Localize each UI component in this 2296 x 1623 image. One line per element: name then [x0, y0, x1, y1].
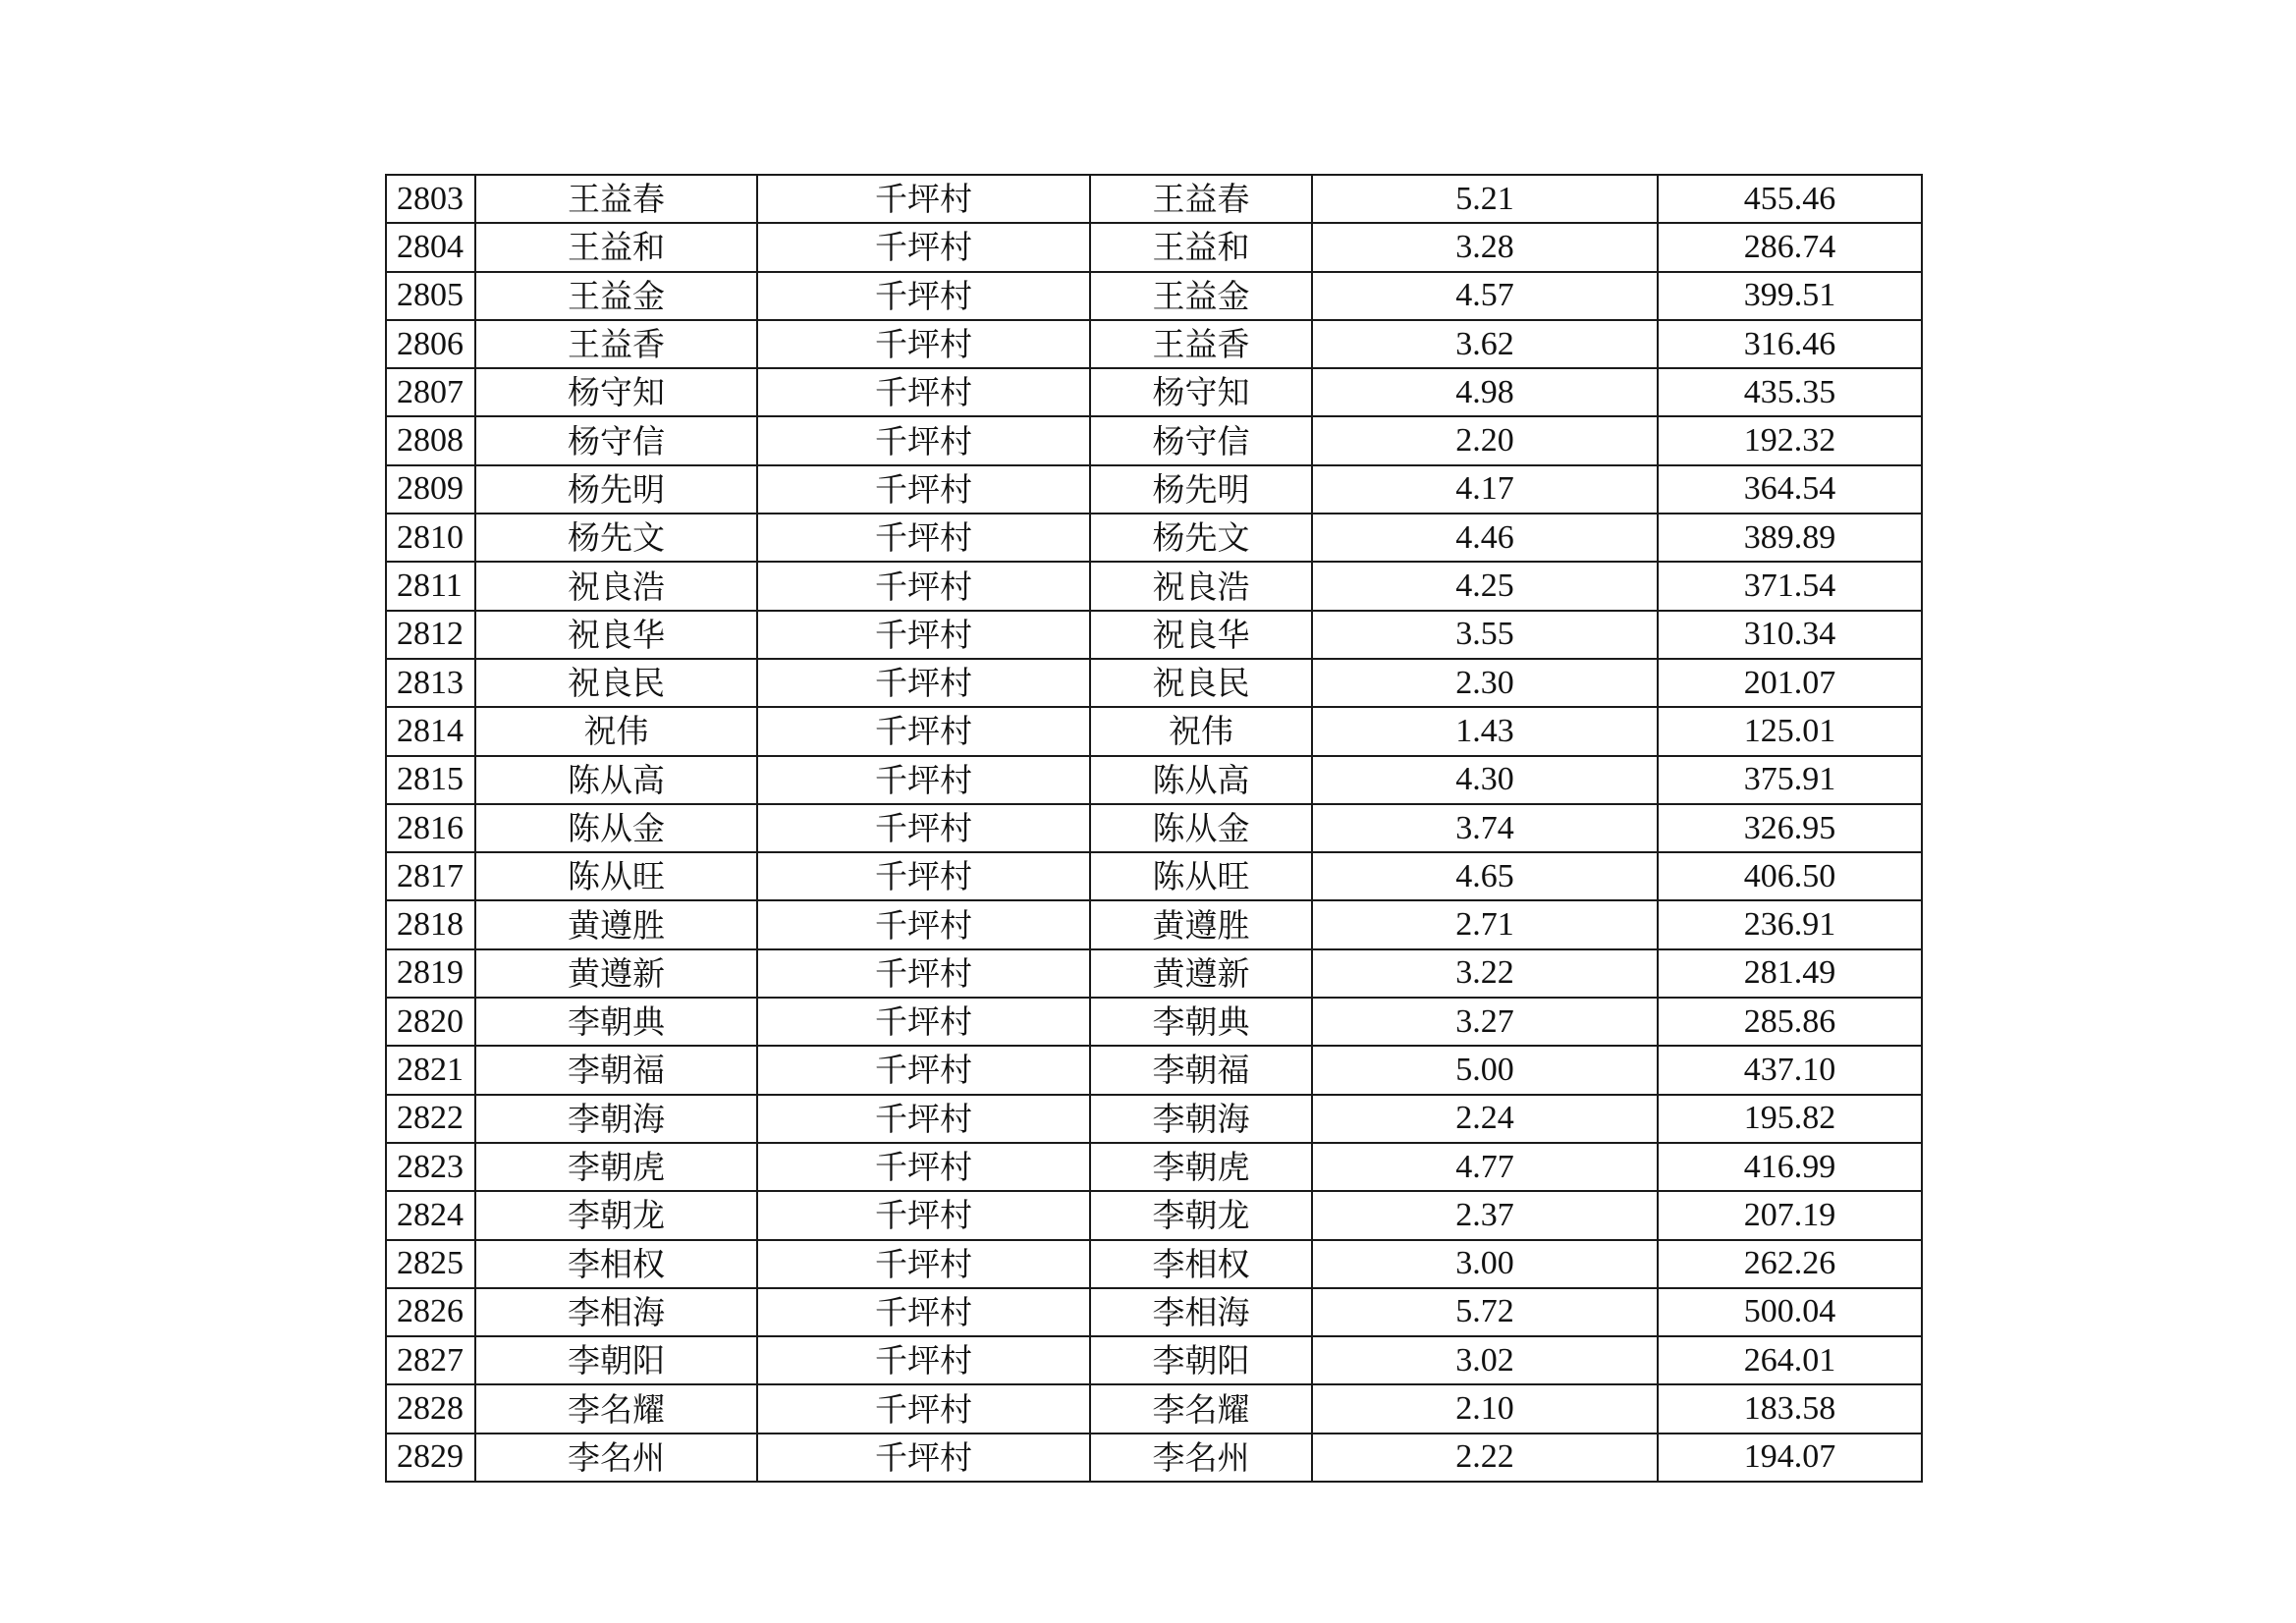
holder-cell: 李名州 — [1090, 1434, 1312, 1482]
area-cell: 1.43 — [1312, 707, 1658, 755]
village-cell: 千坪村 — [757, 514, 1090, 562]
name-cell: 祝良浩 — [475, 562, 757, 610]
village-cell: 千坪村 — [757, 1336, 1090, 1384]
row-number-cell: 2819 — [386, 949, 475, 998]
village-cell: 千坪村 — [757, 320, 1090, 368]
table-row — [386, 562, 1922, 610]
table-row — [386, 1288, 1922, 1336]
village-cell: 千坪村 — [757, 900, 1090, 948]
name-cell: 黄遵胜 — [475, 900, 757, 948]
table-row — [386, 1046, 1922, 1094]
row-number-cell: 2823 — [386, 1143, 475, 1191]
row-number-cell: 2828 — [386, 1384, 475, 1433]
name-cell: 杨守知 — [475, 368, 757, 416]
name-cell: 李名州 — [475, 1434, 757, 1482]
row-number-cell: 2811 — [386, 562, 475, 610]
village-cell: 千坪村 — [757, 804, 1090, 852]
table-row — [386, 1191, 1922, 1239]
row-number-cell: 2803 — [386, 175, 475, 223]
holder-cell: 李朝典 — [1090, 998, 1312, 1046]
row-number-cell: 2810 — [386, 514, 475, 562]
area-cell: 2.71 — [1312, 900, 1658, 948]
name-cell: 祝伟 — [475, 707, 757, 755]
area-cell: 2.30 — [1312, 659, 1658, 707]
holder-cell: 王益香 — [1090, 320, 1312, 368]
name-cell: 杨守信 — [475, 416, 757, 464]
amount-cell: 455.46 — [1658, 175, 1922, 223]
table-row — [386, 465, 1922, 514]
table-row — [386, 175, 1922, 223]
row-number-cell: 2825 — [386, 1240, 475, 1288]
holder-cell: 黄遵新 — [1090, 949, 1312, 998]
area-cell: 4.25 — [1312, 562, 1658, 610]
table-row — [386, 368, 1922, 416]
amount-cell: 192.32 — [1658, 416, 1922, 464]
holder-cell: 李相权 — [1090, 1240, 1312, 1288]
holder-cell: 祝良民 — [1090, 659, 1312, 707]
area-cell: 3.22 — [1312, 949, 1658, 998]
village-cell: 千坪村 — [757, 1240, 1090, 1288]
holder-cell: 李朝虎 — [1090, 1143, 1312, 1191]
table-row — [386, 611, 1922, 659]
area-cell: 3.02 — [1312, 1336, 1658, 1384]
amount-cell: 437.10 — [1658, 1046, 1922, 1094]
amount-cell: 264.01 — [1658, 1336, 1922, 1384]
name-cell: 李朝阳 — [475, 1336, 757, 1384]
amount-cell: 201.07 — [1658, 659, 1922, 707]
row-number-cell: 2821 — [386, 1046, 475, 1094]
table-row — [386, 804, 1922, 852]
name-cell: 李朝典 — [475, 998, 757, 1046]
village-cell: 千坪村 — [757, 998, 1090, 1046]
holder-cell: 祝良浩 — [1090, 562, 1312, 610]
row-number-cell: 2813 — [386, 659, 475, 707]
area-cell: 2.24 — [1312, 1095, 1658, 1143]
holder-cell: 杨先明 — [1090, 465, 1312, 514]
holder-cell: 李相海 — [1090, 1288, 1312, 1336]
name-cell: 李相权 — [475, 1240, 757, 1288]
table-body — [386, 175, 1922, 1482]
table-row — [386, 1143, 1922, 1191]
village-cell: 千坪村 — [757, 611, 1090, 659]
row-number-cell: 2815 — [386, 756, 475, 804]
village-cell: 千坪村 — [757, 1191, 1090, 1239]
row-number-cell: 2812 — [386, 611, 475, 659]
row-number-cell: 2826 — [386, 1288, 475, 1336]
area-cell: 3.28 — [1312, 223, 1658, 271]
village-cell: 千坪村 — [757, 465, 1090, 514]
village-cell: 千坪村 — [757, 1288, 1090, 1336]
village-cell: 千坪村 — [757, 852, 1090, 900]
table-row — [386, 707, 1922, 755]
name-cell: 杨先文 — [475, 514, 757, 562]
area-cell: 3.55 — [1312, 611, 1658, 659]
amount-cell: 399.51 — [1658, 272, 1922, 320]
name-cell: 李朝龙 — [475, 1191, 757, 1239]
amount-cell: 195.82 — [1658, 1095, 1922, 1143]
area-cell: 2.37 — [1312, 1191, 1658, 1239]
amount-cell: 416.99 — [1658, 1143, 1922, 1191]
area-cell: 4.46 — [1312, 514, 1658, 562]
table-row — [386, 1095, 1922, 1143]
name-cell: 黄遵新 — [475, 949, 757, 998]
row-number-cell: 2804 — [386, 223, 475, 271]
village-cell: 千坪村 — [757, 1143, 1090, 1191]
amount-cell: 286.74 — [1658, 223, 1922, 271]
amount-cell: 316.46 — [1658, 320, 1922, 368]
table-row — [386, 416, 1922, 464]
holder-cell: 祝良华 — [1090, 611, 1312, 659]
name-cell: 李朝虎 — [475, 1143, 757, 1191]
amount-cell: 236.91 — [1658, 900, 1922, 948]
table-row — [386, 900, 1922, 948]
row-number-cell: 2829 — [386, 1434, 475, 1482]
area-cell: 4.65 — [1312, 852, 1658, 900]
amount-cell: 406.50 — [1658, 852, 1922, 900]
table-row — [386, 949, 1922, 998]
holder-cell: 王益春 — [1090, 175, 1312, 223]
name-cell: 祝良民 — [475, 659, 757, 707]
area-cell: 5.72 — [1312, 1288, 1658, 1336]
row-number-cell: 2808 — [386, 416, 475, 464]
holder-cell: 杨守信 — [1090, 416, 1312, 464]
name-cell: 陈从金 — [475, 804, 757, 852]
table-row — [386, 659, 1922, 707]
holder-cell: 陈从高 — [1090, 756, 1312, 804]
amount-cell: 262.26 — [1658, 1240, 1922, 1288]
row-number-cell: 2827 — [386, 1336, 475, 1384]
name-cell: 王益春 — [475, 175, 757, 223]
area-cell: 3.62 — [1312, 320, 1658, 368]
row-number-cell: 2809 — [386, 465, 475, 514]
row-number-cell: 2818 — [386, 900, 475, 948]
holder-cell: 李名耀 — [1090, 1384, 1312, 1433]
name-cell: 李名耀 — [475, 1384, 757, 1433]
holder-cell: 陈从旺 — [1090, 852, 1312, 900]
area-cell: 3.74 — [1312, 804, 1658, 852]
amount-cell: 310.34 — [1658, 611, 1922, 659]
holder-cell: 王益和 — [1090, 223, 1312, 271]
amount-cell: 389.89 — [1658, 514, 1922, 562]
area-cell: 4.57 — [1312, 272, 1658, 320]
amount-cell: 281.49 — [1658, 949, 1922, 998]
area-cell: 2.10 — [1312, 1384, 1658, 1433]
row-number-cell: 2817 — [386, 852, 475, 900]
amount-cell: 326.95 — [1658, 804, 1922, 852]
row-number-cell: 2807 — [386, 368, 475, 416]
table-row — [386, 272, 1922, 320]
village-cell: 千坪村 — [757, 223, 1090, 271]
village-cell: 千坪村 — [757, 416, 1090, 464]
name-cell: 李朝海 — [475, 1095, 757, 1143]
holder-cell: 李朝阳 — [1090, 1336, 1312, 1384]
amount-cell: 285.86 — [1658, 998, 1922, 1046]
village-cell: 千坪村 — [757, 368, 1090, 416]
row-number-cell: 2820 — [386, 998, 475, 1046]
village-cell: 千坪村 — [757, 1434, 1090, 1482]
amount-cell: 207.19 — [1658, 1191, 1922, 1239]
area-cell: 5.00 — [1312, 1046, 1658, 1094]
area-cell: 4.17 — [1312, 465, 1658, 514]
name-cell: 陈从高 — [475, 756, 757, 804]
name-cell: 祝良华 — [475, 611, 757, 659]
area-cell: 2.20 — [1312, 416, 1658, 464]
table-row — [386, 852, 1922, 900]
area-cell: 4.77 — [1312, 1143, 1658, 1191]
row-number-cell: 2822 — [386, 1095, 475, 1143]
table-row — [386, 1434, 1922, 1482]
holder-cell: 祝伟 — [1090, 707, 1312, 755]
table-row — [386, 514, 1922, 562]
village-cell: 千坪村 — [757, 707, 1090, 755]
village-cell: 千坪村 — [757, 1384, 1090, 1433]
village-cell: 千坪村 — [757, 1095, 1090, 1143]
holder-cell: 杨守知 — [1090, 368, 1312, 416]
area-cell: 4.98 — [1312, 368, 1658, 416]
village-cell: 千坪村 — [757, 272, 1090, 320]
area-cell: 5.21 — [1312, 175, 1658, 223]
name-cell: 杨先明 — [475, 465, 757, 514]
amount-cell: 435.35 — [1658, 368, 1922, 416]
holder-cell: 黄遵胜 — [1090, 900, 1312, 948]
village-cell: 千坪村 — [757, 175, 1090, 223]
area-cell: 3.00 — [1312, 1240, 1658, 1288]
holder-cell: 陈从金 — [1090, 804, 1312, 852]
table-row — [386, 1240, 1922, 1288]
village-cell: 千坪村 — [757, 562, 1090, 610]
data-table — [385, 174, 1923, 1483]
village-cell: 千坪村 — [757, 756, 1090, 804]
amount-cell: 183.58 — [1658, 1384, 1922, 1433]
table-row — [386, 1384, 1922, 1433]
table-row — [386, 998, 1922, 1046]
name-cell: 陈从旺 — [475, 852, 757, 900]
row-number-cell: 2814 — [386, 707, 475, 755]
row-number-cell: 2806 — [386, 320, 475, 368]
area-cell: 2.22 — [1312, 1434, 1658, 1482]
amount-cell: 194.07 — [1658, 1434, 1922, 1482]
name-cell: 李相海 — [475, 1288, 757, 1336]
amount-cell: 375.91 — [1658, 756, 1922, 804]
amount-cell: 364.54 — [1658, 465, 1922, 514]
village-cell: 千坪村 — [757, 659, 1090, 707]
amount-cell: 500.04 — [1658, 1288, 1922, 1336]
table-row — [386, 223, 1922, 271]
name-cell: 李朝福 — [475, 1046, 757, 1094]
table-row — [386, 1336, 1922, 1384]
village-cell: 千坪村 — [757, 1046, 1090, 1094]
row-number-cell: 2816 — [386, 804, 475, 852]
holder-cell: 李朝福 — [1090, 1046, 1312, 1094]
table-row — [386, 756, 1922, 804]
village-cell: 千坪村 — [757, 949, 1090, 998]
amount-cell: 125.01 — [1658, 707, 1922, 755]
holder-cell: 杨先文 — [1090, 514, 1312, 562]
holder-cell: 李朝龙 — [1090, 1191, 1312, 1239]
area-cell: 3.27 — [1312, 998, 1658, 1046]
table-row — [386, 320, 1922, 368]
amount-cell: 371.54 — [1658, 562, 1922, 610]
name-cell: 王益和 — [475, 223, 757, 271]
area-cell: 4.30 — [1312, 756, 1658, 804]
holder-cell: 王益金 — [1090, 272, 1312, 320]
row-number-cell: 2805 — [386, 272, 475, 320]
holder-cell: 李朝海 — [1090, 1095, 1312, 1143]
name-cell: 王益金 — [475, 272, 757, 320]
name-cell: 王益香 — [475, 320, 757, 368]
row-number-cell: 2824 — [386, 1191, 475, 1239]
